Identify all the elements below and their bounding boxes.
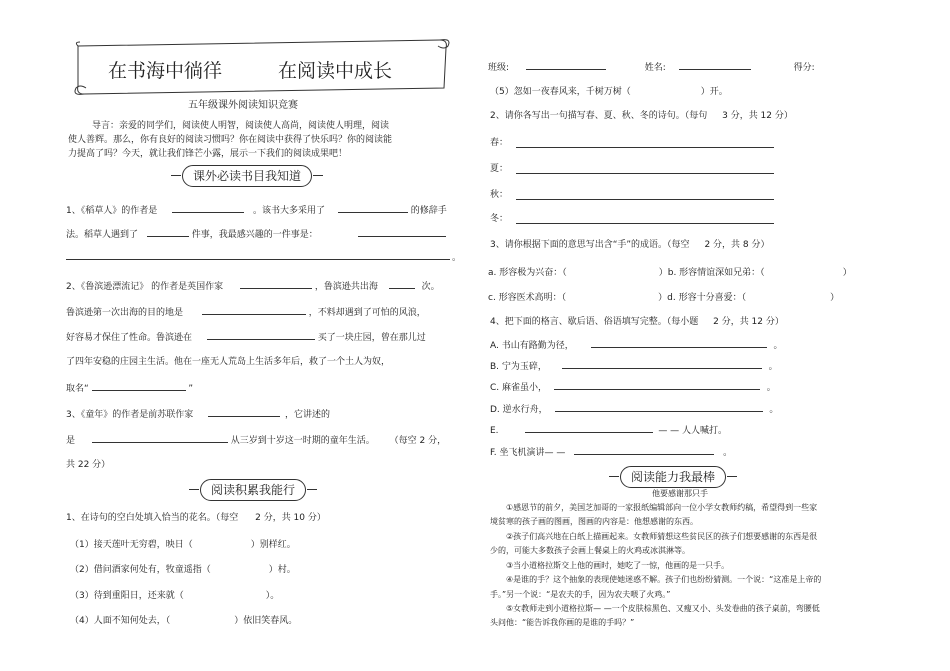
s2-q2-prompt: 2、请你各写出一句描写春、夏、秋、冬的诗句。（每句 [490,111,708,121]
saying-b-text: B. 宁为玉碎， [490,362,547,372]
idiom-d-blank[interactable] [746,290,830,300]
q2-estate-prompt: 好容易才保住了性命。鲁滨逊在 [66,333,193,343]
poem-4-end: ）依旧笑春风。 [234,616,298,626]
poem-5-end: ）开。 [700,87,728,97]
name-field[interactable] [679,60,751,70]
q2-destination-blank[interactable] [202,305,306,315]
poem-3-blank[interactable] [184,588,266,598]
q1-interest-blank-2[interactable] [66,259,450,260]
q3-line-1 [66,407,330,421]
saying-e [490,423,727,437]
story-line-8: ⑤女教师走到小道格拉斯— —一个皮肤棕黑色、又瘦又小、头发卷曲的孩子桌前，弯腰低 [506,604,820,613]
saying-b-blank[interactable] [562,359,762,369]
q3-line-2 [66,433,446,447]
poem-2-start: （2）借问酒家何处有，牧童遥指（ [70,565,211,575]
poem-3-end: ）。 [265,591,280,601]
saying-e-blank[interactable] [525,423,653,433]
saying-e-label: E. [490,426,499,436]
idiom-d-close: ） [830,293,840,303]
saying-c-text: C. 麻雀虽小， [490,383,548,393]
story-line-9: 头问他：“能告诉我你画的是谁的手吗？” [490,618,635,627]
poem-3 [70,588,279,602]
story-line-4: 少的，可能大多数孩子会画上餐桌上的火鸡或冰淇淋等。 [490,546,690,555]
idiom-b-close: ） [842,268,852,278]
idiom-row-ab [488,265,852,279]
q2-estate-blank[interactable] [207,330,315,340]
q2-name-prompt: 取名“ [66,384,89,394]
q3-is-text: 是 [66,436,76,446]
q1-rhetoric-suffix: 的修辞手 [410,206,447,216]
story-line-2: 境贫寒的孩子画的图画，图画的内容是：他想感谢的东西。 [490,517,698,526]
banner-title-left: 在书海中徜徉 [108,60,223,82]
poem-4-blank[interactable] [170,613,234,623]
s2-q1-score: 2 分，共 10 分） [255,513,326,523]
s2-q4-score: 2 分，共 12 分） [713,317,784,327]
poem-1-blank[interactable] [193,537,251,547]
season-spring-input[interactable] [516,147,774,148]
q2-author-blank[interactable] [240,279,312,289]
poem-1-end: ）别样红。 [250,540,296,550]
banner-title-right: 在阅读中成长 [278,60,393,82]
poem-5 [490,84,728,98]
section1-total-score: 共 22 分） [66,460,111,470]
q3-narrates-text: ，它讲述的 [284,410,330,420]
poem-1-start: （1）接天莲叶无穷碧，映日（ [70,540,193,550]
poem-2-end: ）村。 [268,565,296,575]
poem-1 [70,537,296,551]
q1-scarecrow-prompt: 法。稻草人遇到了 [66,230,139,240]
q1-line-1 [66,203,447,217]
saying-d-blank[interactable] [555,402,763,412]
poem-4 [70,613,297,627]
section-heading-reading: 阅读能力我最棒 [620,466,726,488]
q2-voyages-prompt: ，鲁滨逊共出海 [314,282,378,292]
intro-line-2: 使人善辉。那么，你有良好的阅读习惯吗？你在阅读中获得了快乐吗？你的阅读能 [68,135,393,145]
section-heading-required-books: 课外必读书目我知道 [182,165,312,187]
story-line-7: 手。”另一个说：“是农夫的手，因为农夫喂了火鸡。” [490,590,671,599]
q2-prompt: 2、《鲁滨逊漂流记》 的作者是英国作家 [66,282,224,292]
saying-b [490,359,778,373]
idiom-a-blank[interactable] [567,265,659,275]
saying-d-period: 。 [769,405,779,415]
intro-line-3: 力提高了吗？今天，就让我们锋芒小露，展示一下我们的阅读成果吧！ [68,149,348,159]
q1-interest-blank[interactable] [358,236,446,237]
q3-prompt: 3、《童年》的作者是前苏联作家 [66,410,194,420]
season-autumn-input[interactable] [516,199,774,200]
q2-line-1 [66,279,440,293]
q2-line-4: 了四年安稳的庄园主生活。他在一座无人荒岛上生活多年后，救了一个土人为奴， [66,357,391,367]
q1-prompt: 1、《稻草人》的作者是 [66,206,158,216]
season-autumn-label: 秋： [490,190,509,200]
s2-q3-prompt: 3、请你根据下面的意思写出含“手”的成语。（每空 [490,240,690,250]
idiom-b-blank[interactable] [765,265,843,275]
name-label: 姓名: [644,63,666,73]
q3-childhood-text: 从三岁到十岁这一时期的童年生活。 [230,436,375,446]
idiom-c-blank[interactable] [566,290,658,300]
saying-f-text: F. 坐飞机演讲— — [490,448,566,458]
saying-c-period: 。 [766,383,776,393]
q2-storm-text: ，不料却遇到了可怕的风浪， [308,308,426,318]
poem-2 [70,562,296,576]
idiom-d-prompt: ）d. 形容十分喜爱：（ [658,293,747,303]
q2-voyages-suffix: 次。 [421,282,440,292]
q2-line-3 [66,330,426,344]
saying-a-blank[interactable] [591,338,767,348]
saying-f-blank[interactable] [574,445,714,455]
header-fields [488,60,815,74]
saying-c-blank[interactable] [554,380,760,390]
intro-line-1: 导言：亲爱的同学们，阅读使人明智，阅读使人高尚，阅读使人明理，阅读 [92,121,390,131]
poem-5-blank[interactable] [631,84,701,94]
q2-line-2 [66,305,426,319]
q1-events-blank[interactable] [147,227,189,237]
q1-events-prompt: 件事，我最感兴趣的一件事是： [191,230,318,240]
season-summer-input[interactable] [516,173,774,174]
saying-b-period: 。 [768,362,778,372]
saying-a-text: A. 书山有路勤为径， [490,341,574,351]
poem-5-start: （5）忽如一夜春风来，千树万树（ [490,87,631,97]
idiom-row-cd [488,290,839,304]
story-title: 他要感谢那只手 [652,489,708,498]
s2-q1-prompt: 1、在诗句的空白处填入恰当的花名。（每空 [66,513,239,523]
s2-q4-line [490,316,784,328]
poem-3-start: （3）待到重阳日，还来就（ [70,591,184,601]
story-line-6: ④是谁的手？这个抽象的表现使她迷惑不解。孩子们也纷纷猜测。一个说：“这准是上帝的 [506,575,822,584]
s2-q2-line [490,110,793,122]
saying-d-text: D. 逆水行舟， [490,405,548,415]
q3-score-note: （每空 2 分， [389,436,447,446]
season-winter-input[interactable] [516,223,774,224]
s2-q4-prompt: 4、把下面的格言、歇后语、俗语填写完整。（每小题 [490,317,699,327]
q2-estate-text: 买了一块庄园，曾在那儿过 [317,333,426,343]
story-line-1: ①感恩节的前夕，美国芝加哥的一家报纸编辑部向一位小学女教师约稿，希望得到一些家 [506,503,818,512]
poem-2-blank[interactable] [211,562,269,572]
q3-author-blank[interactable] [208,407,280,417]
s2-q3-score: 2 分，共 8 分） [704,240,770,250]
saying-f-period: 。 [723,448,733,458]
s2-q2-score: 3 分，共 12 分） [722,111,793,121]
season-spring-label: 春： [490,138,509,148]
idiom-a-prompt: a. 形容极为兴奋：（ [488,268,567,278]
section-heading-accumulation: 阅读积累我能行 [200,479,306,501]
saying-e-text: — — 人人喊打。 [658,426,728,436]
season-winter-label: 冬： [490,214,509,224]
saying-a-period: 。 [773,341,783,351]
q2-name-blank[interactable] [92,381,186,391]
q2-destination-prompt: 鲁滨逊第一次出海的目的地是 [66,308,184,318]
s2-q1-line [66,512,326,524]
class-label: 班级: [488,63,510,73]
saying-c [490,380,776,394]
q2-name-close: ” [188,384,194,394]
saying-f [490,445,732,459]
s2-q3-line [490,239,769,251]
page-subtitle: 五年级课外阅读知识竞赛 [188,100,298,111]
saying-a [490,338,783,352]
q1-line-2 [66,227,318,241]
q1-end-period: 。 [452,253,462,263]
saying-d [490,402,778,416]
story-line-5: ③当小道格拉斯交上他的画时，她吃了一惊，他画的是一只手。 [506,561,730,570]
q2-voyages-blank[interactable] [389,279,415,289]
q1-rhetoric-prompt: 。该书大多采用了 [252,206,325,216]
idiom-b-prompt: ）b. 形容情谊深如兄弟：（ [658,268,765,278]
story-line-3: ②孩子们高兴地在白纸上描画起来。女教师猜想这些贫民区的孩子们想要感谢的东西是很 [506,532,818,541]
score-label: 得分: [793,63,815,73]
q2-line-5 [66,381,193,395]
q1-rhetoric-blank[interactable] [338,203,408,213]
q3-protagonist-blank[interactable] [92,433,228,443]
q1-author-blank[interactable] [172,203,244,213]
poem-4-start: （4）人面不知何处去，（ [70,616,171,626]
idiom-c-prompt: c. 形容医术高明：（ [488,293,567,303]
class-field[interactable] [526,60,606,70]
season-summer-label: 夏： [490,164,509,174]
